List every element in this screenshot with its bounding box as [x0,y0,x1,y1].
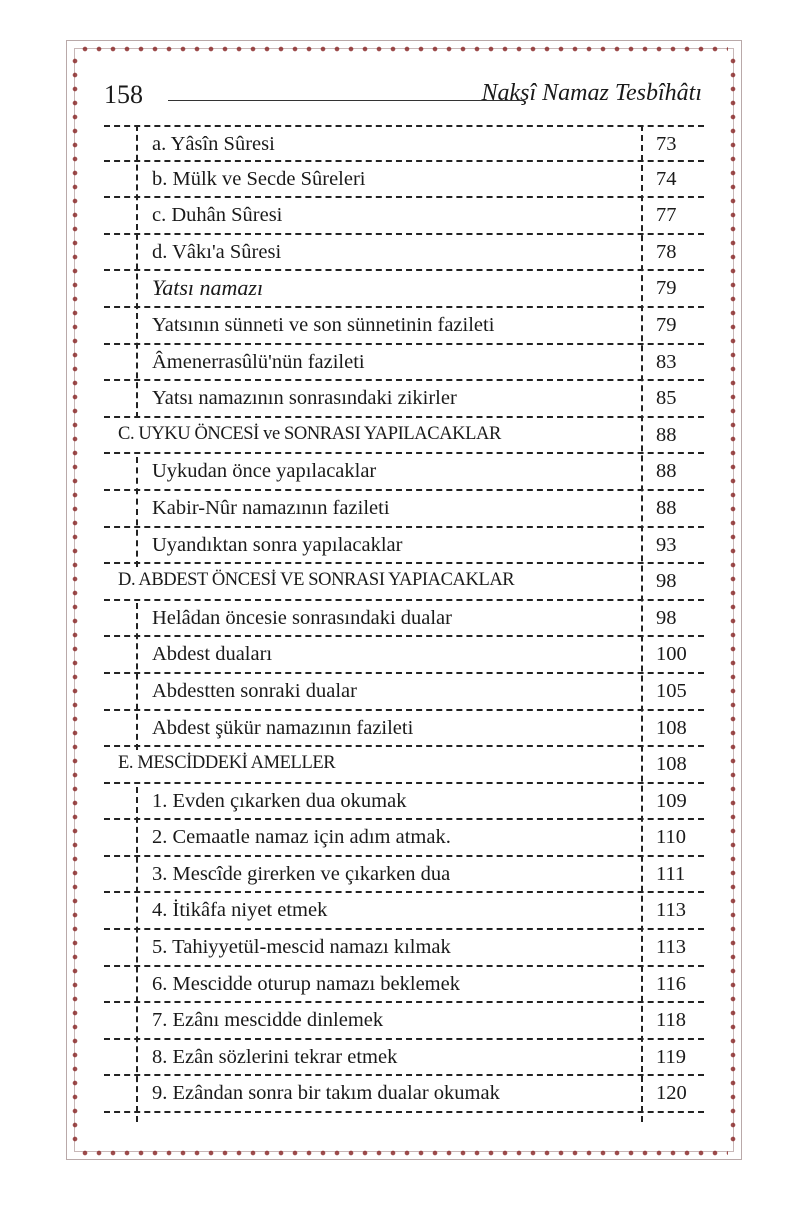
toc-page: 113 [656,936,686,959]
toc-page: 78 [656,240,677,263]
toc-page: 74 [656,167,677,190]
toc-row[interactable] [104,198,704,235]
toc-row[interactable] [104,674,704,711]
toc-row[interactable] [104,381,704,418]
toc-label: Yatsı namazı [152,275,264,301]
toc-row[interactable] [104,637,704,674]
toc-row[interactable] [104,601,704,638]
toc-label: 8. Ezân sözlerini tekrar etmek [152,1045,398,1068]
toc-row[interactable] [104,1076,704,1113]
toc-row[interactable] [104,235,704,272]
toc-label: C. UYKU ÖNCESİ ve SONRASI YAPILACAKLAR [118,423,501,444]
toc-page: 119 [656,1045,686,1068]
toc-row[interactable] [104,1040,704,1077]
toc-row[interactable] [104,454,704,491]
toc-page: 88 [656,423,677,446]
toc-row[interactable] [104,564,704,601]
toc-label: 5. Tahiyyetül-mescid namazı kılmak [152,936,451,959]
toc-page: 79 [656,313,677,336]
toc-page: 111 [656,862,686,885]
toc-page: 83 [656,350,677,373]
toc-label: 6. Mescidde oturup namazı beklemek [152,972,460,995]
page-header [100,76,704,116]
toc-label: Uyandıktan sonra yapılacaklar [152,533,403,556]
toc-row[interactable] [104,711,704,748]
toc-label: 9. Ezândan sonra bir takım dualar okumak [152,1082,500,1105]
toc-page: 98 [656,606,677,629]
ornament-border-left [70,56,80,1146]
toc-page: 108 [656,753,687,776]
toc-page: 120 [656,1082,687,1105]
toc-page: 93 [656,533,677,556]
toc-label: 4. İtikâfa niyet etmek [152,899,328,922]
book-title: Nakşî Namaz Tesbîhâtı [481,80,702,106]
toc-label: Kabir-Nûr namazının fazileti [152,496,390,519]
toc-page: 116 [656,972,686,995]
toc-row[interactable] [104,308,704,345]
toc-row[interactable] [104,784,704,821]
indent-rule [136,603,138,750]
toc-page: 118 [656,1009,686,1032]
indent-rule [136,125,138,418]
toc-label: Helâdan öncesie sonrasındaki dualar [152,606,452,629]
toc-label: 7. Ezânı mescidde dinlemek [152,1009,384,1032]
toc-row[interactable] [104,162,704,199]
toc-label: Uykudan önce yapılacaklar [152,460,377,483]
toc-label: D. ABDEST ÖNCESİ VE SONRASI YAPIACAKLAR [118,570,515,591]
toc-row[interactable] [104,857,704,894]
toc-row[interactable] [104,418,704,455]
toc-label: Âmenerrasûlü'nün fazileti [152,350,365,373]
table-of-contents [104,125,704,1113]
toc-row[interactable] [104,491,704,528]
page-column-rule [641,125,643,1122]
toc-label: Abdest duaları [152,643,273,666]
toc-page: 105 [656,679,687,702]
toc-page: 98 [656,570,677,593]
toc-label: a. Yâsîn Sûresi [152,133,275,155]
toc-label: E. MESCİDDEKİ AMELLER [118,753,336,774]
toc-page: 108 [656,716,687,739]
toc-page: 113 [656,899,686,922]
toc-page: 88 [656,460,677,483]
toc-page: 73 [656,133,677,155]
toc-row[interactable] [104,893,704,930]
toc-label: 2. Cemaatle namaz için adım atmak. [152,826,451,849]
toc-row[interactable] [104,930,704,967]
ornament-border-right [728,56,738,1146]
ornament-border-top [80,44,728,54]
toc-page: 100 [656,643,687,666]
toc-label: 1. Evden çıkarken dua okumak [152,789,407,812]
toc-page: 85 [656,387,677,410]
toc-page: 109 [656,789,687,812]
toc-label: c. Duhân Sûresi [152,204,283,227]
indent-rule [136,457,138,567]
toc-row[interactable] [104,345,704,382]
toc-row[interactable] [104,271,704,308]
toc-label: d. Vâkı'a Sûresi [152,240,282,263]
toc-label: b. Mülk ve Secde Sûreleri [152,167,366,190]
toc-row[interactable] [104,528,704,565]
ornament-border-bottom [80,1148,728,1158]
toc-row[interactable] [104,967,704,1004]
toc-row[interactable] [104,820,704,857]
page-number: 158 [104,80,143,109]
toc-row[interactable] [104,1003,704,1040]
header-rule [168,100,523,101]
toc-page: 88 [656,496,677,519]
toc-label: Yatsı namazının sonrasındaki zikirler [152,387,457,410]
toc-page: 77 [656,204,677,227]
toc-page: 110 [656,826,686,849]
toc-label: Abdest şükür namazının fazileti [152,716,414,739]
indent-rule [136,787,138,1122]
toc-label: Yatsının sünneti ve son sünnetinin fazileti [152,313,495,336]
toc-label: Abdestten sonraki dualar [152,679,357,702]
toc-label: 3. Mescîde girerken ve çıkarken dua [152,862,451,885]
toc-row[interactable] [104,747,704,784]
toc-page: 79 [656,277,677,300]
toc-row[interactable] [104,125,704,162]
